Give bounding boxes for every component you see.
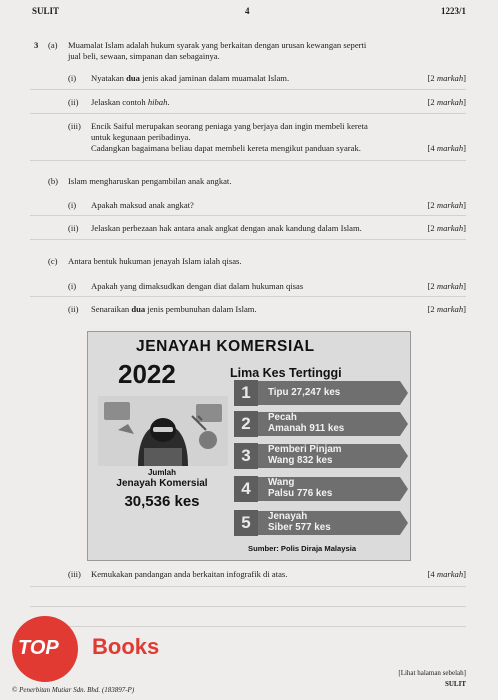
infographic-subtitle: Lima Kes Tertinggi: [230, 366, 342, 380]
b-ii-text: Jelaskan perbezaan hak antara anak angkat dengan anak kandung dalam Islam.: [91, 223, 362, 233]
part-c-label: (c): [48, 256, 58, 266]
answer-line: [30, 113, 466, 114]
answer-line: [30, 626, 466, 627]
answer-line: [30, 89, 466, 90]
infographic-title: JENAYAH KOMERSIAL: [136, 338, 315, 355]
part-a-label: (a): [48, 40, 58, 50]
infographic-source: Sumber: Polis Diraja Malaysia: [248, 544, 357, 553]
part-b-stem: Islam mengharuskan pengambilan anak angkat.: [68, 176, 232, 186]
infographic-year: 2022: [118, 359, 176, 389]
answer-line: [30, 239, 466, 240]
logo-books-text: Books: [92, 634, 160, 659]
total-label-line2: Jenayah Komersial: [116, 478, 208, 489]
c-i-label: (i): [68, 281, 77, 291]
answer-line: [30, 586, 466, 587]
total-commercial-crime: [94, 468, 230, 510]
c-iii-text: Kemukakan pandangan anda berkaitan infografik di atas.: [91, 569, 288, 579]
a-iii-label: (iii): [68, 121, 81, 131]
hacker-illustration-icon: [98, 396, 228, 466]
total-label-line1: Jumlah: [147, 468, 176, 477]
c-ii-label: (ii): [68, 304, 79, 314]
header-sulit: SULIT: [32, 6, 60, 16]
part-c-stem: Antara bentuk hukuman jenayah Islam ialah qisas.: [68, 256, 242, 266]
total-value: 30,536 kes: [124, 493, 200, 510]
a-iii-line2: untuk kegunaan peribadinya.: [91, 132, 191, 142]
answer-line: [30, 296, 466, 297]
c-ii-text: Senaraikan dua jenis pembunuhan dalam Islam.: [91, 304, 257, 314]
part-a-stem-line1: Muamalat Islam adalah hukum syarak yang berkaitan dengan urusan kewangan seperti: [68, 40, 367, 50]
case-label: Jenayah Siber 577 kes: [268, 511, 331, 533]
case-rank: 4: [234, 476, 258, 502]
a-iii-line3: Cadangkan bagaimana beliau dapat membeli kereta mengikut panduan syarak.: [91, 143, 361, 153]
infographic: [87, 331, 411, 561]
a-i-label: (i): [68, 73, 77, 83]
case-label: Pemberi Pinjam Wang 832 kes: [268, 444, 342, 466]
a-ii-text: Jelaskan contoh hibah.: [91, 97, 170, 107]
answer-line: [30, 160, 466, 161]
header-code: 1223/1: [440, 6, 466, 16]
case-rank: 5: [234, 510, 258, 536]
answer-line: [30, 606, 466, 607]
a-i-marks: [2 markah]: [427, 73, 466, 83]
b-ii-label: (ii): [68, 223, 79, 233]
footer-sulit: SULIT: [444, 680, 466, 688]
case-rank: 2: [234, 411, 258, 437]
c-i-text: Apakah yang dimaksudkan dengan diat dalam hukuman qisas: [91, 281, 304, 291]
b-i-text: Apakah maksud anak angkat?: [91, 200, 194, 210]
case-label: Wang Palsu 776 kes: [268, 477, 333, 499]
c-ii-marks: [2 markah]: [427, 304, 466, 314]
b-ii-marks: [2 markah]: [427, 223, 466, 233]
c-iii-label: (iii): [68, 569, 81, 579]
b-i-marks: [2 markah]: [427, 200, 466, 210]
answer-line: [30, 215, 466, 216]
case-label: Tipu 27,247 kes: [268, 387, 341, 398]
b-i-label: (i): [68, 200, 77, 210]
question-number: 3: [34, 40, 39, 50]
a-ii-label: (ii): [68, 97, 79, 107]
case-rank: 1: [234, 380, 258, 406]
part-b-label: (b): [48, 176, 59, 186]
footer-publisher: © Penerbitan Mutiar Sdn. Bhd. (183897-P): [12, 686, 135, 694]
a-i-text: Nyatakan dua jenis akad jaminan dalam muamalat Islam.: [91, 73, 290, 83]
part-a-stem-line2: jual beli, sewaan, simpanan dan sebagainya.: [68, 51, 220, 61]
header-page-number: 4: [245, 6, 250, 16]
c-i-marks: [2 markah]: [427, 281, 466, 291]
footer-next-page: [Lihat halaman sebelah]: [398, 669, 466, 677]
a-ii-marks: [2 markah]: [427, 97, 466, 107]
case-rank: 3: [234, 443, 258, 469]
a-iii-line1: Encik Saiful merupakan seorang peniaga yang berjaya dan ingin membeli kereta: [91, 121, 368, 131]
c-iii-marks: [4 markah]: [427, 569, 466, 579]
case-label: Pecah Amanah 911 kes: [268, 412, 345, 434]
logo-top-text: TOP: [18, 637, 59, 659]
a-iii-marks: [4 markah]: [427, 143, 466, 153]
